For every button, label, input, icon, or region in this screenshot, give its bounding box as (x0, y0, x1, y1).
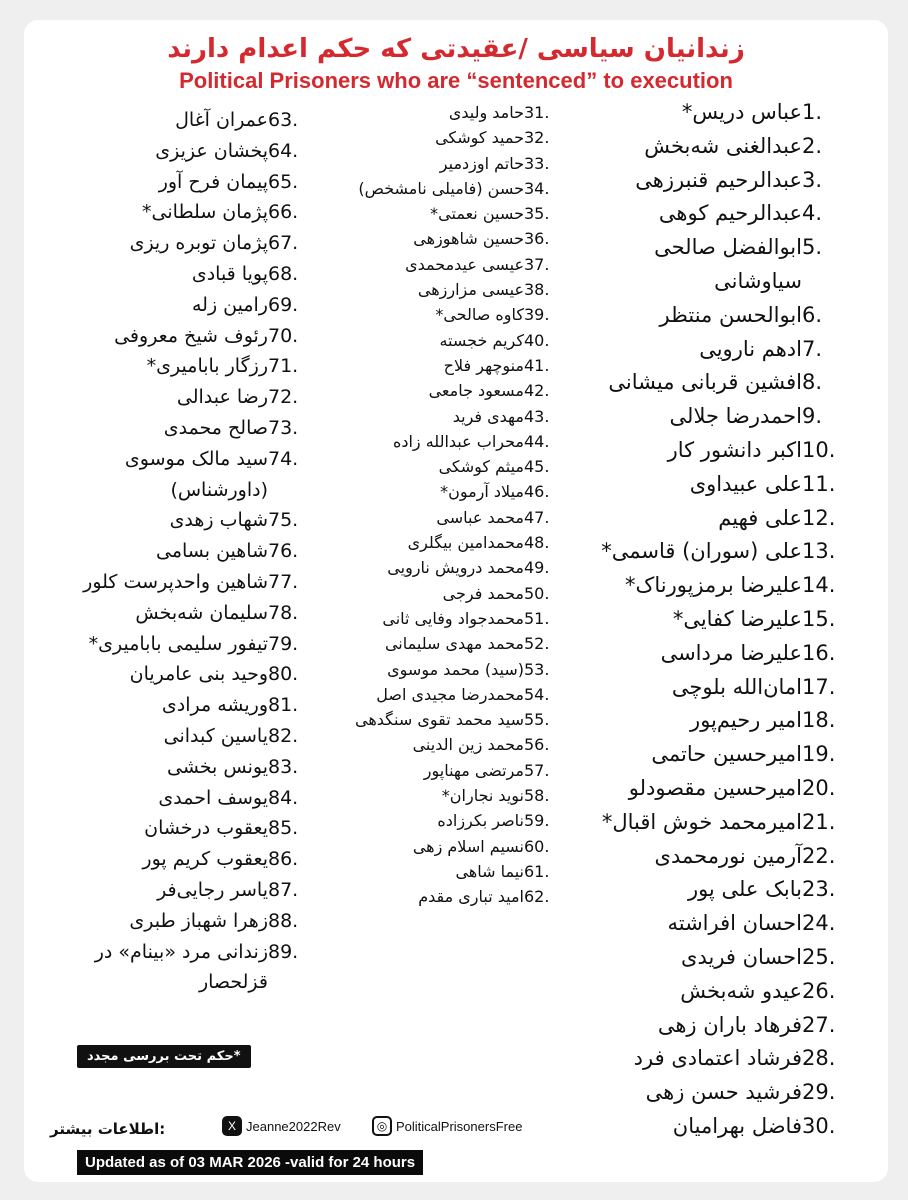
entry-number: 10. (802, 437, 836, 462)
prisoner-name: زهرا شهباز طبری (129, 909, 268, 932)
prisoner-entry (578, 434, 858, 468)
entry-number: 63. (268, 109, 299, 131)
prisoner-entry (344, 277, 566, 302)
prisoner-name: میلاد آرمون* (440, 482, 524, 502)
prisoner-name: امیر رحیم‌پور (690, 708, 802, 733)
prisoner-entry (578, 96, 858, 130)
prisoner-entry (578, 603, 858, 637)
prisoner-name: زندانی مرد «بینام» در قزلحصار (94, 940, 268, 994)
prisoner-name: محمد درویش نارویی (387, 558, 524, 578)
prisoner-entry (578, 840, 858, 874)
prisoner-name: مرتضی مهناپور (423, 760, 524, 780)
x-account[interactable] (222, 1116, 341, 1136)
prisoner-name: علی (سوران) قاسمی* (601, 539, 802, 564)
entry-number: 26. (802, 978, 836, 1003)
entry-number: 56. (524, 735, 550, 755)
prisoner-name: عباس دریس* (681, 100, 802, 124)
prisoner-entry (28, 290, 318, 321)
prisoner-name: حسین شاهوزهی (413, 229, 524, 249)
prisoner-name: یعقوب کریم پور (142, 848, 268, 871)
entry-number: 4. (802, 201, 823, 226)
prisoner-entry (344, 479, 566, 504)
prisoner-entry (344, 429, 566, 454)
prisoner-entry (578, 738, 858, 772)
prisoner-name: وریشه مرادی (161, 694, 268, 717)
entry-number: 58. (524, 786, 550, 806)
prisoner-name: منوچهر فلاح (443, 355, 524, 375)
prisoner-entry (28, 259, 318, 290)
prisoner-entry (344, 783, 566, 808)
prisoner-name: وحید بنی عامریان (129, 663, 268, 686)
entry-number: 53. (524, 659, 550, 679)
prisoner-entry (578, 1076, 858, 1110)
x-logo-icon: X (222, 1116, 242, 1136)
instagram-handle: PoliticalPrisonersFree (396, 1118, 523, 1134)
prisoner-entry (344, 530, 566, 555)
prisoner-name: عبدالرحیم قنبرزهی (635, 167, 802, 192)
entry-number: 87. (268, 878, 299, 901)
prisoner-entry (344, 151, 566, 176)
entry-number: 83. (268, 755, 299, 778)
prisoner-entry (28, 382, 318, 413)
prisoner-name: پخشان عزیزی (155, 139, 268, 162)
prisoner-entry (578, 130, 858, 164)
prisoner-entry (28, 875, 318, 906)
prisoner-name: ابوالفضل صالحی سیاوشانی (654, 235, 802, 293)
entry-number: 45. (524, 457, 550, 477)
prisoner-name: فاضل بهرامیان (672, 1113, 802, 1138)
prisoner-entry (578, 502, 858, 536)
prisoner-entry (28, 937, 318, 999)
entry-number: 6. (802, 302, 823, 327)
prisoner-entry (344, 100, 566, 125)
entry-number: 49. (524, 558, 550, 578)
prisoner-name: شهاب زهدی (169, 509, 268, 532)
entry-number: 41. (524, 355, 550, 375)
prisoner-entry (28, 536, 318, 567)
entry-number: 64. (268, 139, 299, 162)
prisoner-name: کریم خجسته (439, 330, 524, 350)
entry-number: 31. (524, 103, 550, 122)
prisoner-entry (344, 657, 566, 682)
prisoner-entry (578, 535, 858, 569)
prisoner-entry (28, 690, 318, 721)
entry-number: 75. (268, 509, 299, 532)
prisoner-name: ناصر بکرزاده (437, 811, 524, 831)
prisoner-name: مسعود جامعی (428, 381, 524, 401)
prisoner-name: فرشید حسن زهی (645, 1080, 802, 1105)
prisoner-name: یاسر رجایی‌فر (157, 878, 268, 901)
entry-number: 62. (524, 887, 550, 907)
prisoner-entry (28, 813, 318, 844)
updated-banner: Updated as of 03 MAR 2026 -valid for 24 hours (77, 1150, 423, 1175)
entry-number: 27. (802, 1012, 836, 1037)
names-column-3 (28, 105, 318, 998)
prisoner-entry (344, 631, 566, 656)
entry-number: 33. (524, 153, 550, 173)
prisoner-name: ادهم نارویی (699, 336, 802, 361)
prisoner-entry (578, 772, 858, 806)
prisoner-name: امان‌الله بلوچی (671, 674, 802, 699)
prisoner-entry (28, 844, 318, 875)
prisoner-entry (578, 671, 858, 705)
entry-number: 19. (802, 742, 836, 767)
prisoner-entry (344, 581, 566, 606)
prisoner-entry (578, 231, 858, 299)
prisoner-name: نوید نجاران* (441, 786, 524, 806)
prisoner-name: یاسین کبدانی (163, 724, 268, 747)
prisoner-entry (28, 105, 318, 136)
prisoner-name: محمد عباسی (436, 507, 524, 527)
prisoner-entry (344, 404, 566, 429)
entry-number: 89. (268, 940, 299, 963)
prisoner-name: احسان افراشته (667, 911, 802, 936)
prisoner-name: آرمین نورمحمدی (654, 843, 802, 868)
prisoner-entry (344, 859, 566, 884)
prisoner-entry (578, 1009, 858, 1043)
entry-number: 81. (268, 694, 299, 717)
prisoner-name: محمدرضا مجیدی اصل (376, 684, 524, 704)
prisoner-entry (28, 721, 318, 752)
entry-number: 16. (802, 640, 836, 665)
prisoner-entry (344, 328, 566, 353)
prisoner-name: حسن (فامیلی نامشخص) (358, 178, 524, 198)
prisoner-name: علی فهیم (718, 505, 802, 530)
prisoner-entry (344, 176, 566, 201)
prisoner-entry (344, 353, 566, 378)
prisoner-entry (344, 808, 566, 833)
prisoner-name: یعقوب درخشان (144, 817, 268, 840)
prisoner-name: امید تباری مقدم (418, 887, 524, 907)
entry-number: 28. (802, 1046, 836, 1071)
prisoner-entry (578, 1110, 858, 1144)
entry-number: 54. (524, 684, 550, 704)
prisoner-name: عبدالرحیم کوهی (658, 201, 802, 226)
prisoner-name: عیدو شه‌بخش (680, 978, 802, 1003)
prisoner-name: اکبر دانشور کار (667, 437, 802, 462)
entry-number: 11. (802, 471, 836, 496)
prisoner-entry (344, 834, 566, 859)
entry-number: 9. (802, 404, 823, 429)
prisoner-entry (578, 468, 858, 502)
prisoner-entry (28, 136, 318, 167)
entry-number: 39. (524, 305, 550, 325)
entry-number: 12. (802, 505, 836, 530)
entry-number: 59. (524, 811, 550, 831)
entry-number: 76. (268, 540, 299, 563)
entry-number: 78. (268, 601, 299, 624)
entry-number: 17. (802, 674, 836, 699)
entry-number: 61. (524, 861, 550, 881)
entry-number: 86. (268, 848, 299, 871)
prisoner-entry (578, 1042, 858, 1076)
prisoner-entry (344, 201, 566, 226)
prisoner-name: احمدرضا جلالی (669, 404, 802, 429)
prisoner-entry (28, 321, 318, 352)
prisoner-entry (28, 567, 318, 598)
prisoner-entry (344, 884, 566, 909)
entry-number: 13. (802, 539, 836, 564)
prisoner-name: امیرمحمد خوش اقبال* (601, 809, 802, 834)
prisoner-name: میثم کوشکی (438, 457, 524, 477)
prisoner-entry (578, 637, 858, 671)
entry-number: 20. (802, 775, 836, 800)
entry-number: 30. (802, 1113, 836, 1138)
instagram-logo-icon: ◎ (372, 1116, 392, 1136)
prisoner-entry (344, 226, 566, 251)
entry-number: 14. (802, 573, 836, 598)
prisoner-entry (28, 351, 318, 382)
entry-number: 79. (268, 632, 299, 655)
prisoner-entry (344, 606, 566, 631)
poster-card (24, 20, 888, 1182)
prisoner-name: تیفور سلیمی بابامیری* (88, 632, 268, 655)
prisoner-name: ابوالحسن منتظر (659, 302, 802, 327)
entry-number: 69. (268, 293, 299, 316)
entry-number: 34. (524, 178, 550, 198)
prisoner-name: سید محمد تقوی سنگدهی (354, 710, 524, 730)
entry-number: 23. (802, 877, 836, 902)
prisoner-entry (28, 444, 318, 506)
prisoner-name: پویا قبادی (191, 262, 268, 285)
prisoner-name: رامین زله (191, 293, 268, 316)
prisoner-name: محمد مهدی سلیمانی (384, 634, 524, 654)
prisoner-name: فرشاد اعتمادی فرد (633, 1046, 802, 1071)
prisoner-name: پیمان فرح آور (158, 170, 268, 193)
prisoner-name: محمدجواد وفایی ثانی (382, 608, 524, 628)
prisoner-name: کاوه صالحی* (435, 305, 524, 325)
prisoner-entry (344, 505, 566, 530)
prisoner-name: عمران آغال (175, 109, 268, 131)
prisoner-name: عیسی عیدمحمدی (405, 254, 524, 274)
entry-number: 65. (268, 170, 299, 193)
prisoner-entry (28, 629, 318, 660)
prisoner-entry (28, 906, 318, 937)
prisoner-entry (578, 873, 858, 907)
entry-number: 80. (268, 663, 299, 686)
prisoner-name: رضا عبدالی (176, 386, 268, 409)
prisoner-entry (344, 555, 566, 580)
entry-number: 74. (268, 447, 299, 470)
prisoner-entry (28, 167, 318, 198)
prisoner-entry (578, 299, 858, 333)
prisoner-name: امیرحسین حاتمی (651, 742, 802, 767)
instagram-account[interactable] (372, 1116, 522, 1136)
entry-number: 32. (524, 128, 550, 148)
entry-number: 72. (268, 386, 299, 409)
prisoner-entry (344, 302, 566, 327)
prisoner-entry (344, 758, 566, 783)
prisoner-name: مهدی فرید (452, 406, 524, 426)
prisoner-name: محمدامین بیگلری (407, 533, 524, 553)
more-info-label: :اطلاعات بیشتر (50, 1120, 166, 1138)
names-column-1 (578, 96, 858, 1144)
entry-number: 24. (802, 911, 836, 936)
entry-number: 51. (524, 608, 550, 628)
entry-number: 48. (524, 533, 550, 553)
prisoner-entry (28, 598, 318, 629)
prisoner-entry (344, 682, 566, 707)
prisoner-name: رئوف شیخ معروفی (114, 324, 268, 347)
prisoner-name: پژمان سلطانی* (142, 201, 268, 224)
prisoner-entry (28, 413, 318, 444)
prisoner-name: نیما شاهی (455, 861, 524, 881)
prisoner-name: حمید کوشکی (435, 128, 524, 148)
prisoner-name: محمد فرجی (442, 583, 524, 603)
prisoner-name: عیسی مزارزهی (417, 280, 524, 300)
entry-number: 55. (524, 710, 550, 730)
prisoner-name: امیرحسین مقصودلو (628, 775, 802, 800)
prisoner-entry (344, 454, 566, 479)
prisoner-entry (344, 125, 566, 150)
prisoner-name: محراب عبدالله زاده (392, 431, 524, 451)
prisoner-name: حامد ولیدی (448, 103, 524, 122)
entry-number: 88. (268, 909, 299, 932)
entry-number: 8. (802, 370, 823, 395)
prisoner-name: بابک علی پور (687, 877, 802, 902)
entry-number: 71. (268, 355, 299, 378)
prisoner-entry (28, 752, 318, 783)
x-handle: Jeanne2022Rev (246, 1118, 341, 1134)
entry-number: 43. (524, 406, 550, 426)
entry-number: 36. (524, 229, 550, 249)
prisoner-name: افشین قربانی میشانی (608, 370, 802, 395)
entry-number: 52. (524, 634, 550, 654)
entry-number: 73. (268, 416, 299, 439)
entry-number: 42. (524, 381, 550, 401)
prisoner-entry (578, 400, 858, 434)
prisoner-entry (28, 659, 318, 690)
prisoner-name: یوسف احمدی (158, 786, 268, 809)
prisoner-name: نسیم اسلام زهی (412, 836, 524, 856)
entry-number: 66. (268, 201, 299, 224)
prisoner-entry (578, 197, 858, 231)
prisoner-entry (344, 378, 566, 403)
prisoner-entry (578, 333, 858, 367)
prisoner-entry (578, 569, 858, 603)
entry-number: 7. (802, 336, 823, 361)
entry-number: 84. (268, 786, 299, 809)
title-english: Political Prisoners who are “sentenced” to execution (179, 68, 733, 93)
entry-number: 5. (802, 235, 823, 260)
entry-number: 38. (524, 280, 550, 300)
prisoner-name: علیرضا کفایی* (672, 606, 802, 631)
title-persian: زندانیان سیاسی /عقیدتی که حکم اعدام دارند (167, 34, 745, 64)
entry-number: 57. (524, 760, 550, 780)
entry-number: 1. (802, 100, 823, 124)
entry-number: 40. (524, 330, 550, 350)
prisoner-entry (344, 707, 566, 732)
prisoner-name: احسان فریدی (681, 944, 802, 969)
entry-number: 70. (268, 324, 299, 347)
prisoner-entry (578, 366, 858, 400)
entry-number: 85. (268, 817, 299, 840)
prisoner-name: صالح محمدی (163, 416, 268, 439)
entry-number: 44. (524, 431, 550, 451)
entry-number: 25. (802, 944, 836, 969)
prisoner-entry (578, 941, 858, 975)
entry-number: 22. (802, 843, 836, 868)
entry-number: 37. (524, 254, 550, 274)
entry-number: 29. (802, 1080, 836, 1105)
review-note: *حکم تحت بررسی مجدد (77, 1045, 251, 1068)
prisoner-name: علی عبیداوی (689, 471, 802, 496)
entry-number: 60. (524, 836, 550, 856)
prisoner-name: فرهاد باران زهی (657, 1012, 802, 1037)
entry-number: 21. (802, 809, 836, 834)
prisoner-name: (سید) محمد موسوی (387, 659, 524, 679)
prisoner-entry (578, 704, 858, 738)
prisoner-name: سلیمان شه‌بخش (135, 601, 268, 624)
entry-number: 46. (524, 482, 550, 502)
names-column-2 (344, 100, 566, 910)
prisoner-name: علیرضا مرداسی (660, 640, 802, 665)
entry-number: 77. (268, 570, 299, 593)
entry-number: 68. (268, 262, 299, 285)
prisoner-entry (344, 252, 566, 277)
prisoner-name: حاتم اوزدمیر (439, 153, 524, 173)
entry-number: 47. (524, 507, 550, 527)
prisoner-entry (578, 975, 858, 1009)
prisoner-entry (28, 505, 318, 536)
entry-number: 3. (802, 167, 823, 192)
prisoner-entry (578, 164, 858, 198)
prisoner-name: شاهین بسامی (155, 540, 268, 563)
prisoner-name: شاهین واحدپرست کلور (83, 570, 268, 593)
prisoner-entry (578, 907, 858, 941)
entry-number: 18. (802, 708, 836, 733)
entry-number: 15. (802, 606, 836, 631)
prisoner-name: علیرضا برمزپورناک* (625, 573, 802, 598)
entry-number: 35. (524, 204, 550, 224)
prisoner-entry (578, 806, 858, 840)
entry-number: 82. (268, 724, 299, 747)
prisoner-name: پژمان توبره ریزی (129, 232, 268, 255)
entry-number: 67. (268, 232, 299, 255)
prisoner-entry (28, 783, 318, 814)
prisoner-name: عبدالغنی شه‌بخش (644, 133, 802, 158)
prisoner-entry (344, 732, 566, 757)
entry-number: 2. (802, 133, 823, 158)
prisoner-name: رزگار بابامیری* (146, 355, 268, 378)
prisoner-entry (28, 197, 318, 228)
prisoner-name: یونس بخشی (167, 755, 268, 778)
prisoner-name: محمد زین الدینی (412, 735, 524, 755)
prisoner-name: سید مالک موسوی (داورشناس) (124, 447, 268, 501)
entry-number: 50. (524, 583, 550, 603)
prisoner-entry (28, 228, 318, 259)
prisoner-name: حسین نعمتی* (430, 204, 524, 224)
